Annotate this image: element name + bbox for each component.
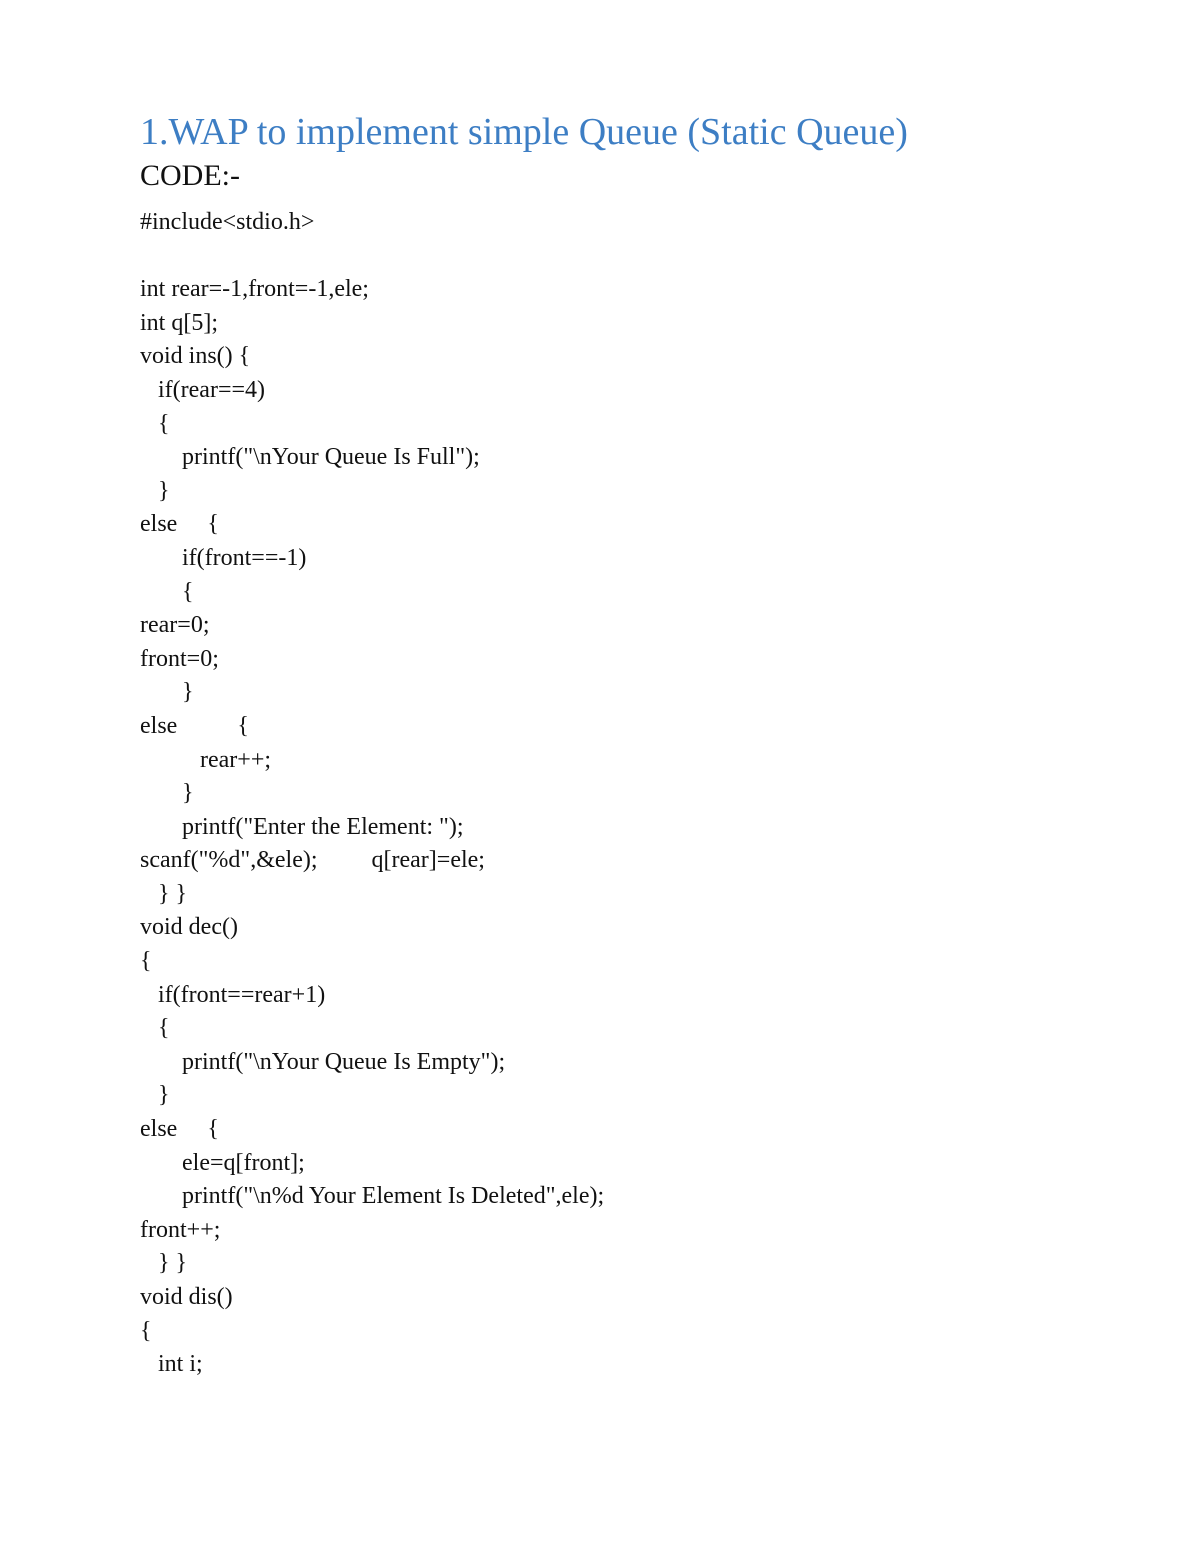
code-line: printf("\n%d Your Element Is Deleted",ele); <box>140 1183 605 1210</box>
code-line: } } <box>140 1250 188 1277</box>
code-line: front++; <box>140 1216 221 1243</box>
code-line: front=0; <box>140 645 219 672</box>
code-line: ele=q[front]; <box>140 1149 305 1176</box>
code-line: else { <box>140 511 219 538</box>
code-line: { <box>140 1317 152 1344</box>
code-line: { <box>140 1015 170 1042</box>
code-line: { <box>140 948 152 975</box>
document-title: 1.WAP to implement simple Queue (Static Queue) <box>140 111 908 153</box>
code-line: } } <box>140 880 188 907</box>
code-line: else { <box>140 1116 219 1143</box>
code-line: } <box>140 1082 170 1109</box>
code-line: { <box>140 410 170 437</box>
code-line: int rear=-1,front=-1,ele; <box>140 276 369 303</box>
code-line: printf("\nYour Queue Is Empty"); <box>140 1048 506 1075</box>
code-line: if(rear==4) <box>140 376 266 403</box>
code-line: scanf("%d",&ele); q[rear]=ele; <box>140 847 485 874</box>
code-line: printf("Enter the Element: "); <box>140 813 464 840</box>
code-block <box>140 206 604 1382</box>
code-line: } <box>140 679 194 706</box>
code-line: { <box>140 578 194 605</box>
code-line: printf("\nYour Queue Is Full"); <box>140 444 480 471</box>
code-line: #include<stdio.h> <box>140 209 315 235</box>
code-line: if(front==-1) <box>140 544 307 571</box>
code-line <box>140 240 604 274</box>
code-heading: CODE:- <box>140 159 240 192</box>
code-line: rear++; <box>140 746 272 773</box>
code-line: else { <box>140 712 249 739</box>
code-line: rear=0; <box>140 612 210 639</box>
code-line: void ins() { <box>140 343 251 370</box>
code-line: } <box>140 477 170 504</box>
code-line: void dis() <box>140 1284 233 1310</box>
code-line: int q[5]; <box>140 309 218 336</box>
code-line: if(front==rear+1) <box>140 981 326 1008</box>
code-line: int i; <box>140 1351 203 1378</box>
code-line: void dec() <box>140 914 238 941</box>
code-line: } <box>140 780 194 807</box>
